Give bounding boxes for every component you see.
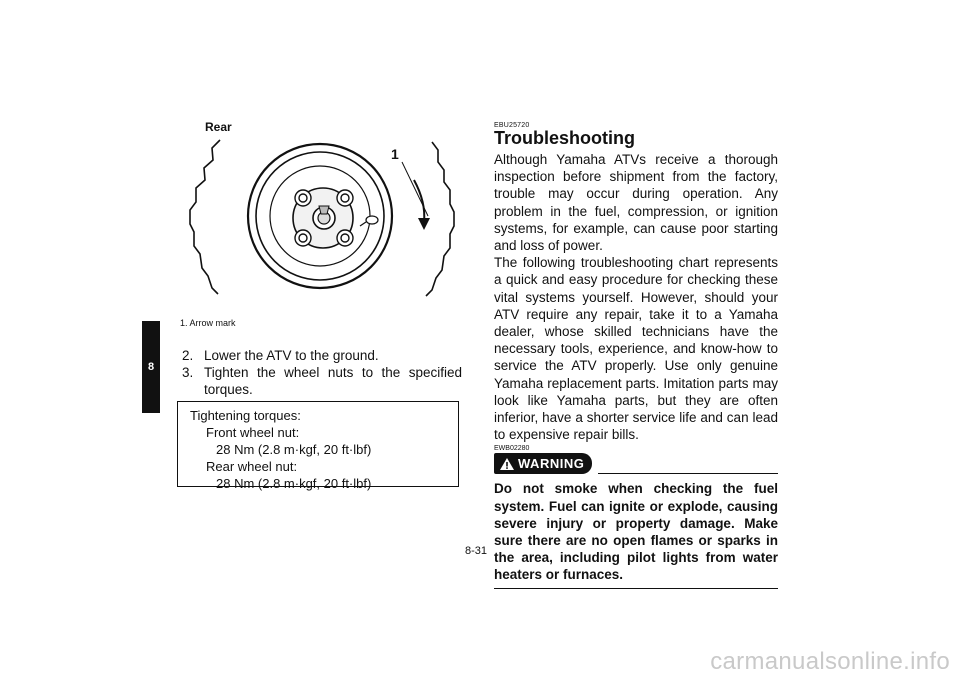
torque-spec-box [177, 401, 459, 491]
tire-tread-left [190, 140, 220, 294]
watermark: carmanualsonline.info [710, 648, 950, 675]
chapter-tab: 8 [142, 321, 160, 413]
warning-triangle-icon [500, 458, 514, 470]
warning-rule [598, 472, 778, 474]
callout-number: 1 [391, 146, 399, 162]
paragraph: Although Yamaha ATVs receive a thorough inspection before shipment from the factory, trouble may occur during operation. Any problem in the fuel, compression, or ignition systems, for example, can cause poor starting and loss of power. [494, 152, 778, 254]
rear-label: Rear [205, 120, 232, 134]
warning-badge: WARNING [494, 453, 592, 474]
wheel-illustration [180, 118, 462, 314]
tire-tread-right [426, 142, 454, 296]
figure-caption: 1. Arrow mark [180, 318, 236, 328]
torque-heading: Tightening torques: [190, 408, 301, 423]
rotation-arrow [414, 180, 424, 222]
front-nut-value: 28 Nm (2.8 m·kgf, 20 ft·lbf) [216, 442, 372, 457]
rear-nut-value: 28 Nm (2.8 m·kgf, 20 ft·lbf) [216, 476, 372, 491]
front-nut-label: Front wheel nut: [206, 425, 300, 440]
list-item: 2. Lower the ATV to the ground. [182, 348, 379, 363]
list-item: 3. Tighten the wheel nuts to the specified torques. [182, 365, 462, 397]
step-list [182, 347, 462, 398]
rear-nut-label: Rear wheel nut: [206, 459, 298, 474]
paragraph: The following troubleshooting chart represents a quick and easy procedure for checking these vital systems yourself. However, should your ATV require any repair, take it to a Yamaha dealer, whose skilled technicians have the necessary tools, experience, and know-how to service the ATV properly. Use only genuine Yamaha replacement parts. Imitation parts may look like Yamaha parts, but they are often inferior, have a shorter service life and can lead to expensive repair bills. [494, 255, 778, 443]
section-title: Troubleshooting [494, 128, 635, 148]
warning-header [494, 453, 778, 474]
warning-code: EWB02280 [494, 445, 530, 453]
warning-text: Do not smoke when checking the fuel system. Fuel can ignite or explode, causing severe injury or property damage. Make sure there are no open flames or sparks in the area, including pilot lights from water heaters or furnaces. [494, 480, 778, 588]
troubleshooting-section [494, 122, 778, 589]
section-code: EBU25720 [494, 122, 530, 129]
page-number: 8-31 [465, 545, 488, 557]
